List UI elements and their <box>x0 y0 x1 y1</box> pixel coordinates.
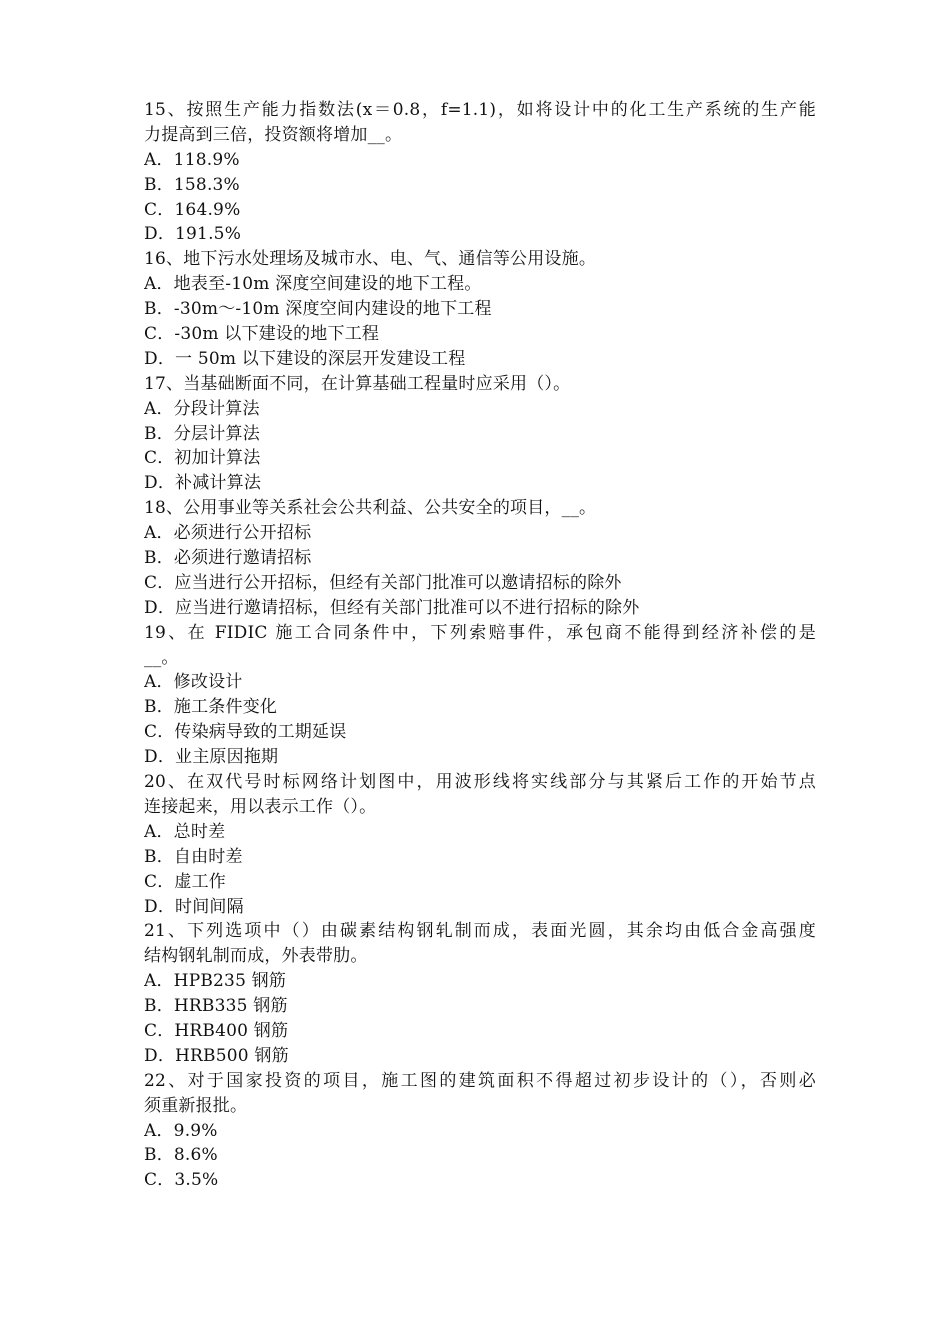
question-21-line-2: 结构钢轧制而成，外表带肋。 <box>144 946 368 967</box>
question-16-option-d: D．一 50m 以下建设的深层开发建设工程 <box>144 348 466 369</box>
question-19-option-c: C．传染病导致的工期延误 <box>144 722 347 743</box>
question-21-option-c: C．HRB400 钢筋 <box>144 1020 289 1041</box>
question-20-option-d: D．时间间隔 <box>144 896 244 917</box>
question-19-option-d: D．业主原因拖期 <box>144 747 279 768</box>
question-15-option-d: D．191.5% <box>144 224 242 245</box>
question-19-line-1: 19、在 FIDIC 施工合同条件中，下列索赔事件，承包商不能得到经济补偿的是 <box>144 622 816 643</box>
question-20-line-1: 20、在双代号时标网络计划图中，用波形线将实线部分与其紧后工作的开始节点 <box>144 772 816 793</box>
question-17-option-b: B．分层计算法 <box>144 423 260 444</box>
question-19-line-2: __。 <box>144 647 179 668</box>
question-18-option-c: C．应当进行公开招标，但经有关部门批准可以邀请招标的除外 <box>144 572 622 593</box>
question-20-line-2: 连接起来，用以表示工作（）。 <box>144 796 377 817</box>
question-22-line-1: 22、对于国家投资的项目，施工图的建筑面积不得超过初步设计的（），否则必 <box>144 1070 816 1091</box>
question-21-option-d: D．HRB500 钢筋 <box>144 1045 289 1066</box>
question-16-option-a: A．地表至-10m 深度空间建设的地下工程。 <box>144 274 482 295</box>
question-15-line-1: 15、按照生产能力指数法(x＝0.8，f=1.1)，如将设计中的化工生产系统的生产能 <box>144 100 816 120</box>
question-17-option-c: C．初加计算法 <box>144 448 261 469</box>
question-18-option-b: B．必须进行邀请招标 <box>144 548 312 569</box>
question-19-option-a: A．修改设计 <box>144 672 243 693</box>
question-20-option-c: C．虚工作 <box>144 871 227 892</box>
question-20-option-a: A．总时差 <box>144 821 226 842</box>
question-15-line-2: 力提高到三倍，投资额将增加__。 <box>144 124 403 145</box>
question-21-option-a: A．HPB235 钢筋 <box>144 971 287 992</box>
question-18-option-d: D．应当进行邀请招标，但经有关部门批准可以不进行招标的除外 <box>144 597 640 618</box>
question-22-option-b: B．8.6% <box>144 1145 218 1166</box>
question-21-option-b: B．HRB335 钢筋 <box>144 996 288 1017</box>
question-15-option-b: B．158.3% <box>144 174 240 195</box>
document-page <box>144 98 816 1193</box>
question-18-option-a: A．必须进行公开招标 <box>144 523 312 544</box>
question-22-line-2: 须重新报批。 <box>144 1095 248 1116</box>
question-16-stem: 16、地下污水处理场及城市水、电、气、通信等公用设施。 <box>144 249 597 270</box>
question-17-stem: 17、当基础断面不同，在计算基础工程量时应采用（）。 <box>144 373 571 394</box>
question-17-option-d: D．补减计算法 <box>144 473 262 494</box>
question-16-option-c: C．-30m 以下建设的地下工程 <box>144 324 380 345</box>
question-22-option-a: A．9.9% <box>144 1120 218 1141</box>
question-22-option-c: C．3.5% <box>144 1170 219 1191</box>
question-18-stem: 18、公用事业等关系社会公共利益、公共安全的项目，__。 <box>144 498 597 519</box>
question-15-option-c: C．164.9% <box>144 199 241 220</box>
question-15-option-a: A．118.9% <box>144 149 240 170</box>
question-17-option-a: A．分段计算法 <box>144 398 260 419</box>
question-19-option-b: B．施工条件变化 <box>144 697 278 718</box>
question-20-option-b: B．自由时差 <box>144 846 243 867</box>
question-16-option-b: B．-30m～-10m 深度空间内建设的地下工程 <box>144 299 492 320</box>
question-21-line-1: 21、下列选项中（）由碳素结构钢轧制而成，表面光圆，其余均由低合金高强度 <box>144 921 816 942</box>
